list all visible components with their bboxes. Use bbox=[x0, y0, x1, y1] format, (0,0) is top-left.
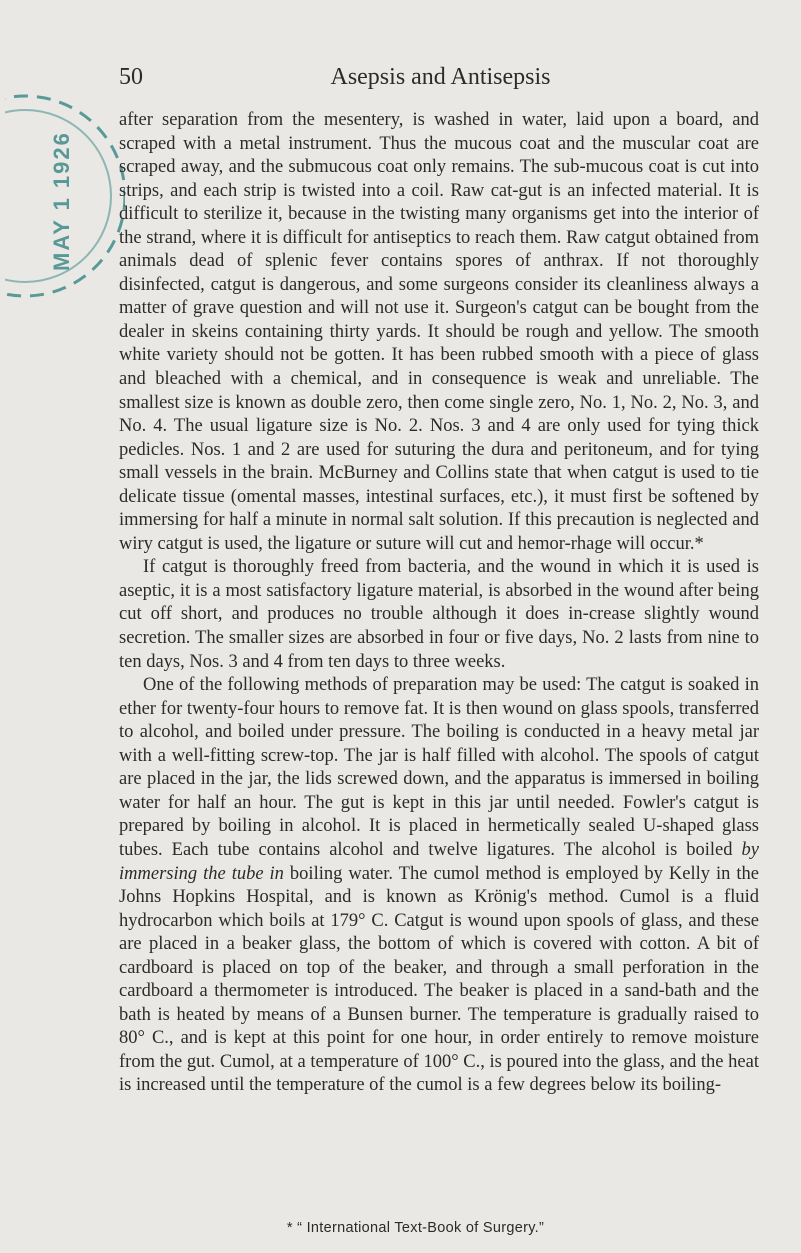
body-text bbox=[119, 109, 759, 1098]
page-header bbox=[0, 62, 801, 96]
paragraph-2: If catgut is thoroughly freed from bacteria, and the wound in which it is used is aseptic, it is a most satisfactory ligature material, is absorbed in the wound after being cut off short, and produces no trouble although it does in-crease slightly wound secretion. The smaller sizes are absorbed in four or five days, No. 2 lasts from nine to ten days, Nos. 3 and 4 from ten days to three weeks. bbox=[119, 557, 759, 672]
paragraph-3-text-a: One of the following methods of preparation may be used: The catgut is soaked in ether for twenty-four hours to remove fat. It is then wound on glass spools, transferred to alcohol, and boiled under pressure. The boiling is conducted in a heavy metal jar with a well-fitting screw-top. The jar is half filled with alcohol. The spools of catgut are placed in the jar, the lids screwed down, and the apparatus is immersed in boiling water for half an hour. The gut is kept in this jar until needed. Fowler's catgut is prepared by boiling in alcohol. It is placed in hermetically sealed U-shaped glass tubes. Each tube contains alcohol and twelve ligatures. The alcohol is boiled bbox=[119, 675, 759, 860]
stamp-date-text: MAY 1 1926 bbox=[49, 131, 74, 271]
footnote: * “ International Text-Book of Surgery.” bbox=[286, 1220, 545, 1236]
page-number: 50 bbox=[119, 64, 143, 90]
paragraph-3-italic: by immersing the tube in bbox=[119, 839, 759, 884]
library-stamp bbox=[5, 86, 125, 306]
running-head: Asepsis and Antisepsis bbox=[330, 64, 551, 90]
paragraph-1: after separation from the mesentery, is washed in water, laid upon a board, and scraped with a metal instrument. Thus the mucous coat and the muscular coat are scraped away, and the submucous coat only remains. The sub-mucous coat is cut into strips, and each strip is twisted into a coil. Raw cat-gut is an infected material. It is difficult to sterilize it, because in the twisting many organisms get into the interior of the strand, where it is difficult for antiseptics to reach them. Raw catgut obtained from animals dead of splenic fever contains spores of anthrax. If not thoroughly disinfected, catgut is dangerous, and some surgeons consider its cleanliness always a matter of grave question and will not use it. Surgeon's catgut can be bought from the dealer in skeins containing thirty yards. It should be rough and yellow. The smooth white variety should not be gotten. It has been rubbed smooth with a piece of glass and bleached with a chemical, and in consequence is weak and unreliable. The smallest size is known as double zero, then come single zero, No. 1, No. 2, No. 3, and No. 4. The usual ligature size is No. 2. Nos. 3 and 4 are only used for tying thick pedicles. Nos. 1 and 2 are used for suturing the dura and peritoneum, and for tying small vessels in the brain. McBurney and Collins state that when catgut is used to tie delicate tissue (omental masses, intestinal surfaces, etc.), it must first be softened by immersing for half a minute in normal salt solution. If this precaution is neglected and wiry catgut is used, the ligature or suture will cut and hemor-rhage will occur.* bbox=[119, 110, 759, 554]
paragraph-3 bbox=[119, 674, 759, 1098]
paragraph-3-text-b: boiling water. The cumol method is employed by Kelly in the Johns Hopkins Hospital, and is known as Krönig's method. Cumol is a fluid hydrocarbon which boils at 179° C. Catgut is wound upon spools of glass, and these are placed in a beaker glass, the bottom of which is covered with cotton. A bit of cardboard is placed on top of the beaker, and through a small perforation in the cardboard a thermometer is introduced. The beaker is placed in a sand-bath and the bath is heated by means of a Bunsen burner. The temperature is gradually raised to 80° C., and is kept at this point for one hour, in order entirely to remove moisture from the gut. Cumol, at a temperature of 100° C., is poured into the glass, and the heat is increased until the temperature of the cumol is a few degrees below its boiling- bbox=[119, 863, 760, 1096]
